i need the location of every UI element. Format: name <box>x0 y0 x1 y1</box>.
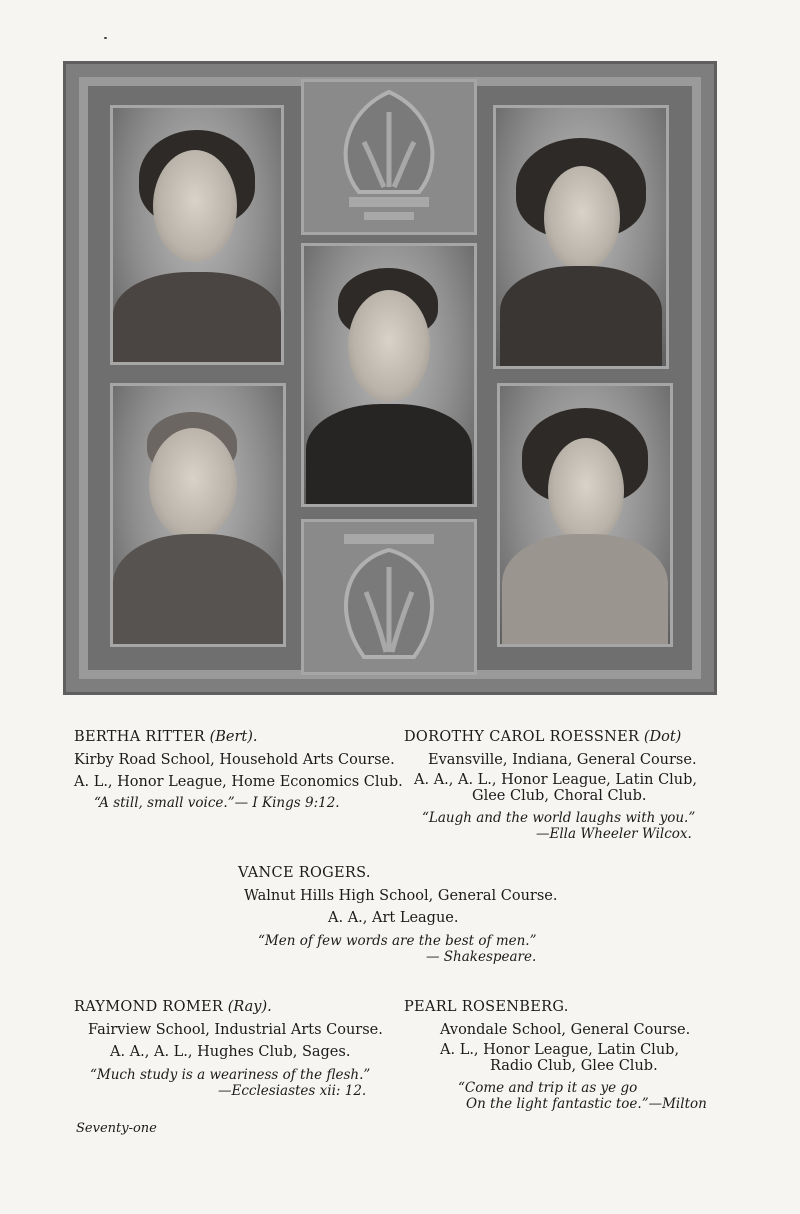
entry-nickname: (Ray). <box>227 999 272 1015</box>
entry-school: Fairview School, Industrial Arts Course. <box>88 1022 383 1038</box>
ornament-top <box>301 79 477 235</box>
entry-name: BERTHA RITTER <box>74 729 205 745</box>
entry-quote-1: “Much study is a weariness of the flesh.” <box>90 1067 371 1083</box>
portrait-raymond-romer <box>110 383 286 647</box>
entry-name-line <box>404 727 704 747</box>
entry-quote-1: “Men of few words are the best of men.” <box>258 933 537 949</box>
entry-activities-1: A. L., Honor League, Latin Club, <box>440 1042 680 1058</box>
entry-activities: A. A., Art League. <box>328 910 459 926</box>
entry-school: Avondale School, General Course. <box>440 1022 691 1038</box>
entry-nickname: (Dot) <box>643 729 682 745</box>
entry-school: Evansville, Indiana, General Course. <box>428 752 697 768</box>
portrait-pearl-rosenberg <box>497 383 673 647</box>
entry-bertha-ritter <box>74 727 403 811</box>
entry-quote-1: “Laugh and the world laughs with you.” <box>422 810 696 826</box>
entry-quote-2: —Ella Wheeler Wilcox. <box>536 826 692 842</box>
entry-name: VANCE ROGERS. <box>238 865 371 881</box>
entry-quote-2: —Ecclesiastes xii: 12. <box>218 1083 367 1099</box>
entry-school: Walnut Hills High School, General Course. <box>244 888 558 904</box>
entry-quote-2: — Shakespeare. <box>426 949 537 965</box>
entry-activities-2: Radio Club, Glee Club. <box>490 1058 658 1074</box>
entry-vance-rogers <box>238 863 558 965</box>
speck <box>104 37 107 39</box>
entry-activities: A. L., Honor League, Home Economics Club. <box>74 774 403 790</box>
portrait-plate <box>63 61 717 695</box>
entry-name-line <box>74 997 383 1017</box>
entry-quote-1: “Come and trip it as ye go <box>458 1080 638 1096</box>
entry-quote-2: On the light fantastic toe.”—Milton <box>466 1096 707 1112</box>
entry-nickname: (Bert). <box>209 729 258 745</box>
entry-school: Kirby Road School, Household Arts Course. <box>74 752 395 768</box>
entry-name: PEARL ROSENBERG. <box>404 999 569 1015</box>
entry-quote: “A still, small voice.”— I Kings 9:12. <box>94 795 340 811</box>
ornament-bottom <box>301 519 477 675</box>
entry-name-line <box>74 727 403 747</box>
entry-activities-2: Glee Club, Choral Club. <box>472 788 647 804</box>
entry-pearl-rosenberg <box>404 997 714 1112</box>
entry-name: DOROTHY CAROL ROESSNER <box>404 729 640 745</box>
entry-dorothy-roessner <box>404 727 704 842</box>
portrait-bertha-ritter <box>110 105 284 365</box>
portrait-dorothy-roessner <box>493 105 669 369</box>
portrait-vance-rogers <box>301 243 477 507</box>
entry-name: RAYMOND ROMER <box>74 999 224 1015</box>
page-number: Seventy-one <box>76 1121 157 1136</box>
entry-raymond-romer <box>74 997 383 1099</box>
entry-activities-1: A. A., A. L., Honor League, Latin Club, <box>414 772 698 788</box>
entry-activities: A. A., A. L., Hughes Club, Sages. <box>110 1044 351 1060</box>
